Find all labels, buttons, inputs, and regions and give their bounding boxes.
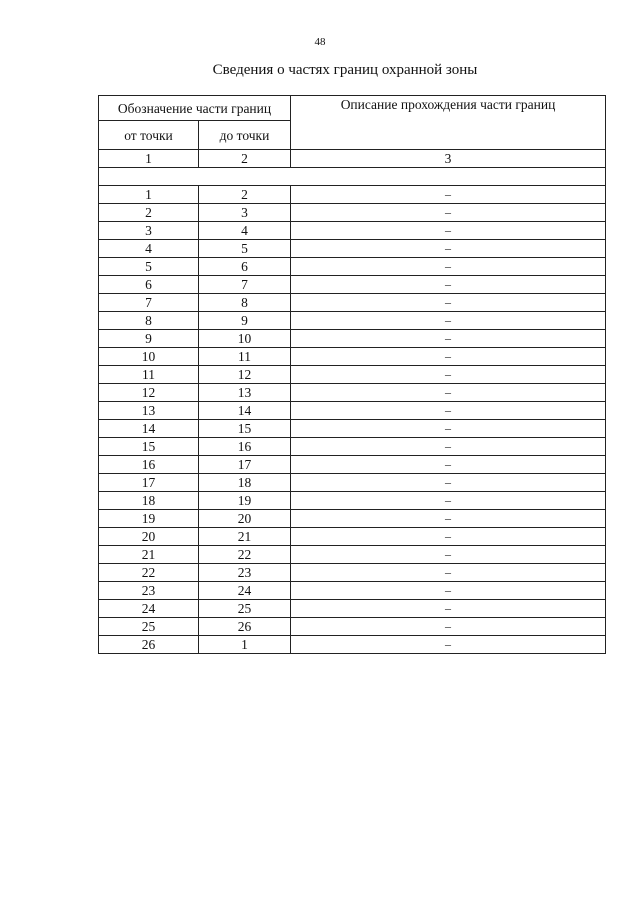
table-row	[99, 402, 606, 420]
description-cell: –	[291, 492, 606, 510]
from-point-cell: 11	[99, 366, 199, 384]
from-point-cell: 9	[99, 330, 199, 348]
to-point-cell: 3	[199, 204, 291, 222]
from-point-cell: 26	[99, 636, 199, 654]
description-cell: –	[291, 366, 606, 384]
to-point-cell: 9	[199, 312, 291, 330]
from-point-cell: 18	[99, 492, 199, 510]
to-point-cell: 22	[199, 546, 291, 564]
to-point-cell: 13	[199, 384, 291, 402]
to-point-cell: 20	[199, 510, 291, 528]
description-cell: –	[291, 222, 606, 240]
to-point-cell: 10	[199, 330, 291, 348]
from-point-cell: 23	[99, 582, 199, 600]
table-row	[99, 240, 606, 258]
from-point-cell: 19	[99, 510, 199, 528]
table-row	[99, 618, 606, 636]
table-row	[99, 384, 606, 402]
to-point-cell: 7	[199, 276, 291, 294]
description-cell: –	[291, 240, 606, 258]
description-cell: –	[291, 186, 606, 204]
table-row	[99, 564, 606, 582]
to-point-cell: 24	[199, 582, 291, 600]
column-number: 1	[99, 150, 199, 168]
from-point-cell: 22	[99, 564, 199, 582]
table-row	[99, 330, 606, 348]
description-cell: –	[291, 564, 606, 582]
from-point-cell: 3	[99, 222, 199, 240]
from-point-cell: 24	[99, 600, 199, 618]
table-row	[99, 366, 606, 384]
from-point-cell: 7	[99, 294, 199, 312]
table-row	[99, 186, 606, 204]
page-title: Сведения о частях границ охранной зоны	[212, 62, 478, 78]
description-cell: –	[291, 402, 606, 420]
header-description: Описание прохождения части границ	[291, 96, 606, 150]
table-row	[99, 420, 606, 438]
description-cell: –	[291, 600, 606, 618]
from-point-cell: 5	[99, 258, 199, 276]
page-number: 48	[314, 36, 326, 48]
description-cell: –	[291, 456, 606, 474]
column-number-row	[99, 150, 606, 168]
column-number: 2	[199, 150, 291, 168]
to-point-cell: 17	[199, 456, 291, 474]
from-point-cell: 10	[99, 348, 199, 366]
to-point-cell: 26	[199, 618, 291, 636]
table-row	[99, 582, 606, 600]
to-point-cell: 5	[199, 240, 291, 258]
description-cell: –	[291, 438, 606, 456]
to-point-cell: 6	[199, 258, 291, 276]
table-row	[99, 438, 606, 456]
description-cell: –	[291, 474, 606, 492]
to-point-cell: 2	[199, 186, 291, 204]
header-to-point: до точки	[199, 121, 291, 150]
to-point-cell: 11	[199, 348, 291, 366]
blank-cell	[99, 168, 606, 186]
to-point-cell: 4	[199, 222, 291, 240]
table-row	[99, 456, 606, 474]
to-point-cell: 18	[199, 474, 291, 492]
boundary-table	[98, 95, 606, 654]
from-point-cell: 13	[99, 402, 199, 420]
table-row	[99, 258, 606, 276]
from-point-cell: 20	[99, 528, 199, 546]
table-row	[99, 312, 606, 330]
description-cell: –	[291, 582, 606, 600]
to-point-cell: 16	[199, 438, 291, 456]
column-number: 3	[291, 150, 606, 168]
to-point-cell: 15	[199, 420, 291, 438]
header-from-point: от точки	[99, 121, 199, 150]
from-point-cell: 14	[99, 420, 199, 438]
description-cell: –	[291, 258, 606, 276]
table-row	[99, 474, 606, 492]
table-row	[99, 600, 606, 618]
description-cell: –	[291, 330, 606, 348]
table-row	[99, 276, 606, 294]
to-point-cell: 19	[199, 492, 291, 510]
from-point-cell: 12	[99, 384, 199, 402]
from-point-cell: 25	[99, 618, 199, 636]
description-cell: –	[291, 510, 606, 528]
description-cell: –	[291, 636, 606, 654]
from-point-cell: 15	[99, 438, 199, 456]
from-point-cell: 6	[99, 276, 199, 294]
description-cell: –	[291, 528, 606, 546]
table-row	[99, 492, 606, 510]
from-point-cell: 8	[99, 312, 199, 330]
table-row	[99, 204, 606, 222]
to-point-cell: 1	[199, 636, 291, 654]
description-cell: –	[291, 384, 606, 402]
from-point-cell: 21	[99, 546, 199, 564]
table-row	[99, 510, 606, 528]
table-row	[99, 294, 606, 312]
table-row	[99, 528, 606, 546]
from-point-cell: 4	[99, 240, 199, 258]
to-point-cell: 23	[199, 564, 291, 582]
from-point-cell: 17	[99, 474, 199, 492]
table-row	[99, 222, 606, 240]
to-point-cell: 25	[199, 600, 291, 618]
description-cell: –	[291, 276, 606, 294]
description-cell: –	[291, 204, 606, 222]
to-point-cell: 14	[199, 402, 291, 420]
from-point-cell: 1	[99, 186, 199, 204]
to-point-cell: 21	[199, 528, 291, 546]
table-row	[99, 546, 606, 564]
description-cell: –	[291, 312, 606, 330]
description-cell: –	[291, 294, 606, 312]
table-row	[99, 636, 606, 654]
blank-row	[99, 168, 606, 186]
from-point-cell: 2	[99, 204, 199, 222]
to-point-cell: 8	[199, 294, 291, 312]
description-cell: –	[291, 348, 606, 366]
description-cell: –	[291, 546, 606, 564]
header-designation: Обозначение части границ	[99, 96, 291, 121]
description-cell: –	[291, 420, 606, 438]
table-row	[99, 348, 606, 366]
to-point-cell: 12	[199, 366, 291, 384]
description-cell: –	[291, 618, 606, 636]
from-point-cell: 16	[99, 456, 199, 474]
